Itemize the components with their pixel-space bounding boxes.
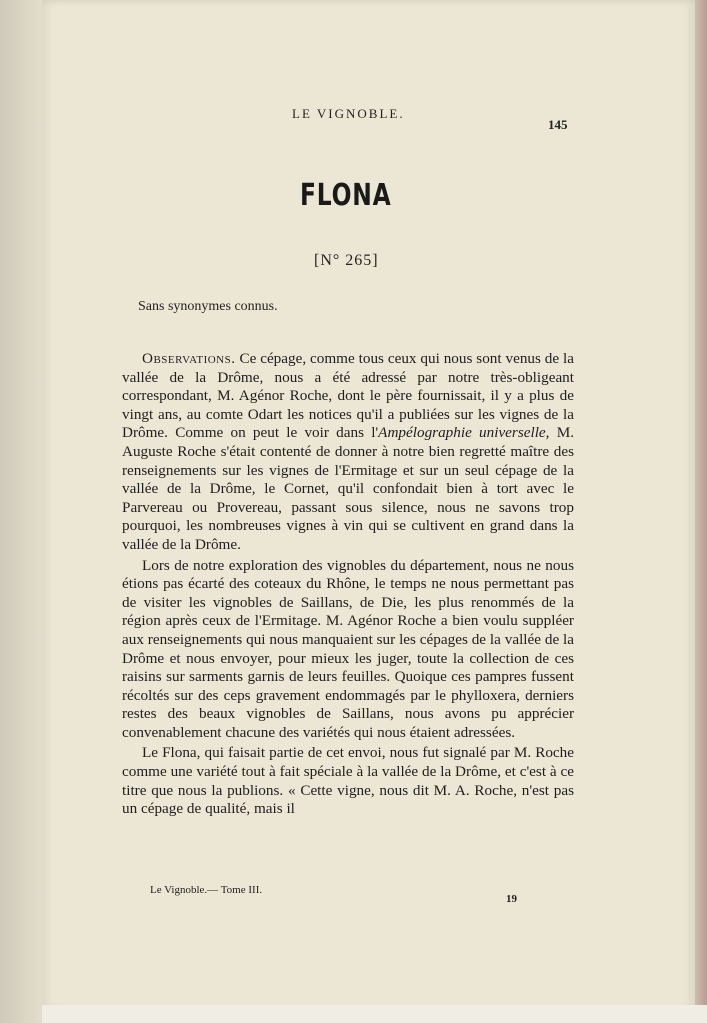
paragraph-text: Ce cépage, comme tous ceux qui nous sont venus de la vallée de la Drôme, nous a été adressé par notre très-obligeant correspondant, M. Agénor Roche, dont le père fournissait, il y a plus de vingt ans, au comte Odart les notices qu'il a publiées sur les vignes de la Drôme. Comme on peut le voir dans l'	[122, 350, 574, 442]
page-number: 145	[548, 117, 568, 132]
paragraph-text-after: , M. Auguste Roche s'était contenté de donner à notre bien regretté maître des renseignements sur les vignes de l'Ermitage et sur un seul cépage de la vallée de la Drôme, le Cornet, qu'il confondait bien à tort avec le Parvereau ou Provereau, passant sous silence, nous ne savons trop pourquoi, les nombreuses vignes à vin qui se cultivent en grand dans la vallée de la Drôme.	[122, 424, 574, 553]
footer-signature: 19	[506, 893, 517, 905]
page-edge	[695, 0, 707, 1023]
body-text	[122, 350, 574, 819]
page-title: FLONA	[300, 178, 392, 213]
footer-volume: Le Vignoble.— Tome III.	[150, 884, 263, 896]
paragraph-lead: Observations.	[142, 350, 236, 367]
paragraph-flona: Le Flona, qui faisait partie de cet envoi, nous fut signalé par M. Roche comme une variété tout à fait spéciale à la vallée de la Drôme, et c'est à ce titre que nous la publions. « Cette vigne, nous dit M. A. Roche, n'est pas un cépage de qualité, mais il	[122, 744, 574, 818]
synonyms-line: Sans synonymes connus.	[138, 299, 278, 314]
running-head: LE VIGNOBLE.	[292, 106, 405, 121]
paragraph-exploration: Lors de notre exploration des vignobles du département, nous ne nous étions pas écarté des coteaux du Rhône, le temps ne nous permettant pas de visiter les vignobles de Saillans, de Die, les plus renommés de la région après ceux de l'Ermitage. M. Agénor Roche a bien voulu suppléer aux renseignements qui nous manquaient sur les cépages de la vallée de la Drôme et nous envoyer, pour mieux les juger, toute la collection de ces raisins sur sarments garnis de leurs feuilles. Quoique ces pampres fussent récoltés sur des ceps gravement endommagés par le phylloxera, derniers restes des beaux vignobles de Saillans, nous avons pu apprécier convenablement chacune des variétés qui nous étaient adressées.	[122, 556, 574, 741]
binding-shadow	[0, 0, 48, 1023]
book-title-italic: Ampélographie universelle	[378, 424, 546, 442]
paragraph-observations	[122, 350, 574, 555]
page-bottom-edge	[42, 1005, 707, 1023]
entry-number: [N° 265]	[314, 252, 379, 269]
